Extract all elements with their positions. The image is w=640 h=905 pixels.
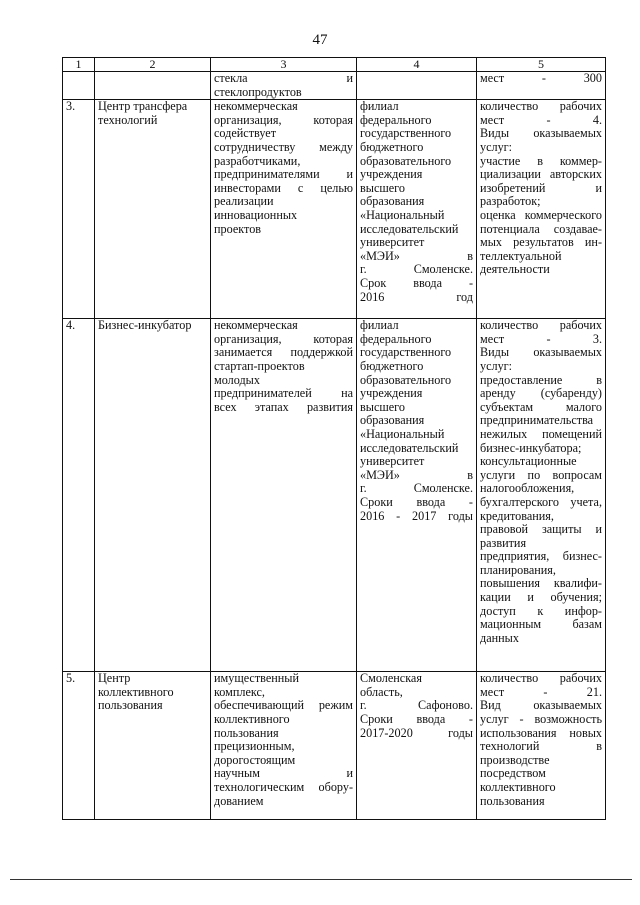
- cell-line: стеклопродуктов: [214, 84, 302, 99]
- cell-line: кредитования,: [480, 508, 554, 523]
- cell-line: коллективного: [480, 779, 556, 794]
- cell-line: Центр: [98, 671, 131, 686]
- cell-line: планирования,: [480, 562, 556, 577]
- cell-line: количество рабочих: [480, 99, 602, 114]
- description-cell: [211, 319, 357, 672]
- cell-line: федерального: [360, 331, 432, 346]
- cell-line: учреждения: [360, 167, 423, 182]
- cell-line: мест - 4.: [480, 112, 602, 127]
- cell-line: технологическим обору-: [214, 779, 353, 794]
- description-cell: [211, 672, 357, 820]
- cell-text: 3.: [66, 99, 76, 114]
- cell-line: г. Сафоново.: [360, 698, 473, 713]
- cell-line: производстве: [480, 752, 550, 767]
- services-cell: [477, 72, 606, 100]
- table-row: [63, 319, 606, 672]
- cell-line: деятельности: [480, 262, 550, 277]
- cell-line: Центр трансфера: [98, 99, 188, 114]
- cell-line: повышения квалифи-: [480, 576, 602, 591]
- cell-line: «Национальный: [360, 207, 445, 222]
- cell-line: организация, которая: [214, 331, 353, 346]
- header-row: [63, 58, 606, 72]
- cell-line: 2017-2020 годы: [360, 725, 473, 740]
- cell-line: пользования: [98, 698, 163, 713]
- row-number-cell: [63, 72, 95, 100]
- cell-line: мест - 3.: [480, 331, 602, 346]
- cell-line: мест - 21.: [480, 684, 602, 699]
- cell-line: бюджетного: [360, 139, 424, 154]
- cell-line: коллективного: [98, 684, 174, 699]
- cell-line: прецизионным,: [214, 739, 295, 754]
- cell-line: Вид оказываемых: [480, 698, 602, 713]
- row-number-cell: [63, 100, 95, 319]
- cell-line: использования новых: [480, 725, 602, 740]
- cell-line: «Национальный: [360, 426, 445, 441]
- description-cell: [211, 100, 357, 319]
- cell-line: Сроки ввода -: [360, 711, 473, 726]
- cell-line: молодых: [214, 372, 260, 387]
- cell-line: нежилых помещений: [480, 426, 602, 441]
- cell-line: учреждения: [360, 386, 423, 401]
- cell-line: стартап-проектов: [214, 358, 305, 373]
- row-number-cell: [63, 672, 95, 820]
- cell-line: г. Смоленске.: [360, 481, 473, 496]
- cell-text: 4.: [66, 318, 76, 333]
- table-row: [63, 672, 606, 820]
- cell-line: университет: [360, 454, 425, 469]
- cell-text: 5.: [66, 671, 76, 686]
- cell-line: проектов: [214, 221, 262, 236]
- cell-line: мест - 300: [480, 71, 602, 85]
- cell-line: услуг:: [480, 358, 513, 373]
- cell-line: технологий в: [480, 739, 602, 754]
- cell-line: реализации: [214, 194, 274, 209]
- cell-line: занимается поддержкой: [214, 345, 353, 360]
- cell-line: кации и обучения;: [480, 590, 602, 605]
- cell-line: налогообложения,: [480, 481, 575, 496]
- cell-line: услуг:: [480, 139, 513, 154]
- cell-line: бизнес-инкубатора;: [480, 440, 582, 455]
- cell-line: услуги по вопросам: [480, 467, 602, 482]
- cell-line: область,: [360, 684, 403, 699]
- cell-line: 2016 год: [360, 289, 473, 304]
- cell-line: Сроки ввода -: [360, 494, 473, 509]
- cell-line: государственного: [360, 126, 452, 141]
- cell-line: сотрудничеству между: [214, 139, 353, 154]
- bottom-rule: [10, 879, 632, 880]
- cell-line: теллектуальной: [480, 248, 562, 263]
- cell-line: мационным базам: [480, 617, 602, 632]
- cell-line: аренду (субаренду): [480, 386, 602, 401]
- cell-line: мых результатов ин-: [480, 235, 602, 250]
- header-cell: 2: [95, 58, 211, 72]
- table-row: [63, 100, 606, 319]
- cell-line: высшего: [360, 180, 405, 195]
- cell-line: оценка коммерческого: [480, 207, 602, 222]
- cell-line: г. Смоленске.: [360, 262, 473, 277]
- cell-line: образовательного: [360, 372, 452, 387]
- cell-line: циализации авторских: [480, 167, 602, 182]
- cell-line: государственного: [360, 345, 452, 360]
- cell-line: изобретений и: [480, 180, 602, 195]
- cell-line: филиал: [360, 318, 399, 333]
- cell-line: организация, которая: [214, 112, 353, 127]
- cell-line: образования: [360, 194, 425, 209]
- cell-line: университет: [360, 235, 425, 250]
- header-cell: 5: [477, 58, 606, 72]
- cell-line: Виды оказываемых: [480, 126, 602, 141]
- object-name-cell: [95, 319, 211, 672]
- cell-line: предпринимателями и: [214, 167, 353, 182]
- location-cell: [357, 319, 477, 672]
- cell-line: Виды оказываемых: [480, 345, 602, 360]
- cell-line: инновационных: [214, 207, 298, 222]
- cell-line: потенциала создавае-: [480, 221, 602, 236]
- cell-line: Бизнес-инкубатор: [98, 318, 192, 333]
- location-cell: [357, 100, 477, 319]
- location-cell: [357, 672, 477, 820]
- cell-line: научным и: [214, 766, 353, 781]
- cell-line: высшего: [360, 399, 405, 414]
- cell-line: разработчиками,: [214, 153, 301, 168]
- cell-line: исследовательский: [360, 221, 459, 236]
- row-number-cell: [63, 319, 95, 672]
- cell-line: Срок ввода -: [360, 275, 473, 290]
- services-table: [62, 57, 606, 820]
- object-name-cell: [95, 100, 211, 319]
- cell-line: субъектам малого: [480, 399, 602, 414]
- location-cell: [357, 72, 477, 100]
- cell-line: разработок;: [480, 194, 541, 209]
- cell-line: технологий: [98, 112, 158, 127]
- cell-line: коллективного: [214, 711, 290, 726]
- page-number: 47: [312, 32, 328, 48]
- cell-line: комплекс,: [214, 684, 265, 699]
- cell-line: образования: [360, 413, 425, 428]
- cell-line: дорогостоящим: [214, 752, 296, 767]
- cell-line: «МЭИ» в: [360, 467, 473, 482]
- cell-line: 2016 - 2017 годы: [360, 508, 473, 523]
- cell-line: количество рабочих: [480, 671, 602, 686]
- cell-line: посредством: [480, 766, 546, 781]
- header-cell: 3: [211, 58, 357, 72]
- services-cell: [477, 100, 606, 319]
- cell-line: консультационные: [480, 454, 577, 469]
- cell-line: инвесторами с целью: [214, 180, 353, 195]
- cell-line: образовательного: [360, 153, 452, 168]
- cell-line: некоммерческая: [214, 318, 298, 333]
- cell-line: некоммерческая: [214, 99, 298, 114]
- object-name-cell: [95, 72, 211, 100]
- cell-line: Смоленская: [360, 671, 422, 686]
- cell-line: исследовательский: [360, 440, 459, 455]
- cell-line: предприятия, бизнес-: [480, 549, 602, 564]
- services-cell: [477, 672, 606, 820]
- description-cell: [211, 72, 357, 100]
- cell-line: правовой защиты и: [480, 522, 602, 537]
- cell-line: «МЭИ» в: [360, 248, 473, 263]
- cell-line: предпринимательства: [480, 413, 594, 428]
- header-cell: 1: [63, 58, 95, 72]
- cell-line: бухгалтерского учета,: [480, 494, 602, 509]
- object-name-cell: [95, 672, 211, 820]
- cell-line: данных: [480, 630, 519, 645]
- cell-line: федерального: [360, 112, 432, 127]
- cell-line: стекла и: [214, 71, 353, 85]
- cell-line: имущественный: [214, 671, 300, 686]
- cell-line: предпринимателей на: [214, 386, 353, 401]
- cell-line: обеспечивающий режим: [214, 698, 353, 713]
- services-cell: [477, 319, 606, 672]
- cell-line: доступ к инфор-: [480, 603, 602, 618]
- cell-line: предоставление в: [480, 372, 602, 387]
- cell-line: участие в коммер-: [480, 153, 602, 168]
- cell-line: развития: [480, 535, 527, 550]
- cell-line: услуг - возможность: [480, 711, 602, 726]
- cell-line: содействует: [214, 126, 277, 141]
- table-row: [63, 72, 606, 100]
- cell-line: бюджетного: [360, 358, 424, 373]
- cell-line: дованием: [214, 793, 264, 808]
- cell-line: пользования: [480, 793, 545, 808]
- cell-line: пользования: [214, 725, 279, 740]
- header-cell: 4: [357, 58, 477, 72]
- cell-line: филиал: [360, 99, 399, 114]
- cell-line: всех этапах развития: [214, 399, 353, 414]
- cell-line: количество рабочих: [480, 318, 602, 333]
